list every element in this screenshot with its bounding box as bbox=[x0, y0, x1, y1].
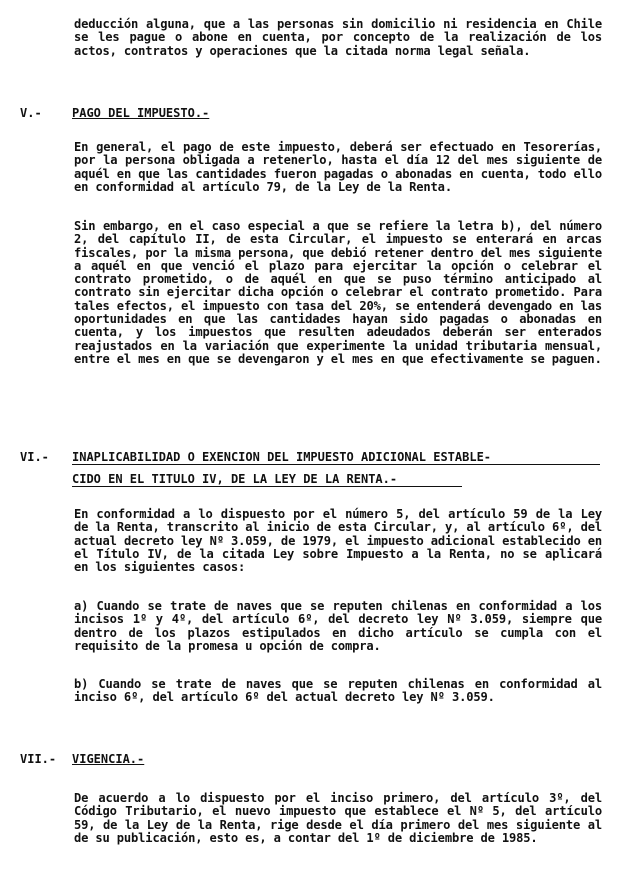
section-vi-title-underline-2 bbox=[72, 486, 462, 487]
section-vii-heading bbox=[20, 752, 144, 766]
section-vii-paragraph-1: De acuerdo a lo dispuesto por el inciso primero, del artículo 3º, del Código Tributario, el nuevo impuesto que establece el Nº 5, del artículo 59, de la Ley de la Renta, rige desde el día primero del mes siguiente al de su publicación, esto es, a contar del 1º de diciembre de 1985. bbox=[74, 791, 602, 845]
intro-paragraph: deducción alguna, que a las personas sin domicilio ni residencia en Chile se les pague o abone en cuenta, por concepto de la realización de los actos, contratos y operaciones que la citada norma legal señala. bbox=[74, 17, 602, 58]
section-vi-heading bbox=[20, 450, 491, 464]
section-vi-title-line-2: CIDO EN EL TITULO IV, DE LA LEY DE LA RENTA.- bbox=[72, 472, 398, 486]
section-vi-title: INAPLICABILIDAD O EXENCION DEL IMPUESTO ADICIONAL ESTABLE- bbox=[72, 450, 492, 464]
section-vi-paragraph-1: En conformidad a lo dispuesto por el número 5, del artículo 59 de la Ley de la Renta, transcrito al inicio de esta Circular, y, al artículo 6º, del actual decreto ley Nº 3.059, de 1979, el impuesto adicional establecido en el Título IV, de la citada Ley sobre Impuesto a la Renta, no se aplicará en los siguientes casos: bbox=[74, 507, 602, 575]
section-v-paragraph-2: Sin embargo, en el caso especial a que se refiere la letra b), del número 2, del capítulo II, de esta Circular, el impuesto se enterará en arcas fiscales, por la misma persona, que debió retener dentro del mes siguiente a aquél en que venció el plazo para ejercitar la opción o celebrar el contrato prometido, o de aquél en que se puso término anticipado al contrato sin ejercitar dicha opción o celebrar el contrato prometido. Para tales efectos, el impuesto con tasa del 20%, se entenderá devengado en las oportunidades en que las cantidades hayan sido pagadas o abonadas en cuenta, y los impuestos que resulten adeudados deberán ser enterados reajustados en la variación que experimente la unidad tributaria mensual, entre el mes en que se devengaron y el mes en que efectivamente se paguen. bbox=[74, 219, 602, 366]
section-v-heading bbox=[20, 106, 209, 120]
section-v-title: PAGO DEL IMPUESTO.- bbox=[72, 106, 210, 120]
section-vii-number: VII.- bbox=[20, 752, 57, 766]
section-vi-item-b: b) Cuando se trate de naves que se reputen chilenas en conformidad al inciso 6º, del artículo 6º del actual decreto ley Nº 3.059. bbox=[74, 677, 602, 705]
section-vi-item-a: a) Cuando se trate de naves que se reputen chilenas en conformidad a los incisos 1º y 4º, del artículo 6º, del decreto ley Nº 3.059, siempre que dentro de los plazos estipulados en dicho artículo se cumpla con el requisito de la promesa u opción de compra. bbox=[74, 599, 602, 653]
section-v-number: V.- bbox=[20, 106, 42, 120]
section-vi-number: VI.- bbox=[20, 450, 49, 464]
section-v-paragraph-1: En general, el pago de este impuesto, deberá ser efectuado en Tesorerías, por la persona obligada a retenerlo, hasta el día 12 del mes siguiente de aquél en que las cantidades fueron pagadas o abonadas en cuenta, todo ello en conformidad al artículo 79, de la Ley de la Renta. bbox=[74, 140, 602, 194]
section-vi-title-underline-1 bbox=[72, 464, 600, 465]
section-vii-title: VIGENCIA.- bbox=[72, 752, 145, 766]
